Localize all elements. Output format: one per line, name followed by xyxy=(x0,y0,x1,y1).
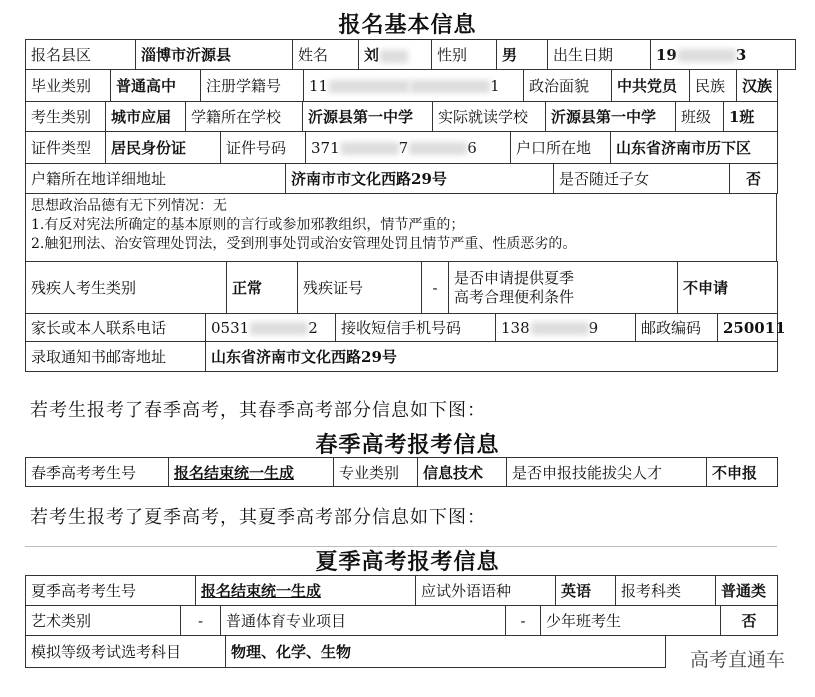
label-migrant-child: 是否随迁子女 xyxy=(554,164,730,194)
value-name: 刘 xyxy=(359,40,432,70)
value-migrant-child: 否 xyxy=(730,164,778,194)
basic-row-3 xyxy=(25,101,778,132)
value-elective-subjects: 物理、化学、生物 xyxy=(226,636,666,668)
basic-info-title: 报名基本信息 xyxy=(338,12,477,38)
label-art-category: 艺术类别 xyxy=(26,606,181,636)
spring-table xyxy=(25,457,778,487)
value-ethnicity: 汉族 xyxy=(737,70,778,102)
value-political-status: 中共党员 xyxy=(612,70,690,102)
label-name: 姓名 xyxy=(293,40,359,70)
watermark-text: 高考直通车 xyxy=(689,649,785,671)
table-row xyxy=(26,40,796,70)
basic-row-7 xyxy=(25,261,778,314)
redacted-mask xyxy=(531,322,589,335)
label-political-status: 政治面貌 xyxy=(524,70,612,102)
value-id-number: 371 7 6 xyxy=(306,132,511,164)
redacted-mask xyxy=(250,322,308,335)
label-foreign-language: 应试外语语种 xyxy=(416,576,556,606)
politics-line-1: 思想政治品德有无下列情况：无 xyxy=(31,198,227,214)
value-household-address: 济南市市文化西路29号 xyxy=(286,164,554,194)
label-household-address: 户籍所在地详细地址 xyxy=(26,164,286,194)
label-household: 户口所在地 xyxy=(511,132,611,164)
value-class: 1班 xyxy=(724,102,778,132)
label-summer-exam-no: 夏季高考考生号 xyxy=(26,576,196,606)
value-disability-type: 正常 xyxy=(227,262,298,314)
value-spring-exam-no: 报名结束统一生成 xyxy=(169,458,334,487)
label-student-id: 注册学籍号 xyxy=(201,70,304,102)
label-postal-code: 邮政编码 xyxy=(636,314,718,342)
value-household: 山东省济南市历下区 xyxy=(611,132,778,164)
redacted-mask xyxy=(409,142,467,155)
value-top-talent: 不申报 xyxy=(707,458,778,487)
label-id-number: 证件号码 xyxy=(221,132,306,164)
label-actual-school: 实际就读学校 xyxy=(433,102,546,132)
politics-statement xyxy=(26,194,777,262)
value-contact-phone: 0531 2 xyxy=(206,314,336,342)
value-summer-exam-no: 报名结束统一生成 xyxy=(196,576,416,606)
value-sms-phone: 138 9 xyxy=(496,314,636,342)
summer-table-row-3 xyxy=(25,635,666,668)
basic-row-4 xyxy=(25,131,778,164)
summer-title: 夏季高考报考信息 xyxy=(315,549,500,575)
value-foreign-language: 英语 xyxy=(556,576,616,606)
value-registered-school: 沂源县第一中学 xyxy=(303,102,433,132)
summer-table-row-1 xyxy=(25,575,778,606)
label-disability-type: 残疾人考生类别 xyxy=(26,262,227,314)
table-row xyxy=(26,458,778,487)
value-actual-school: 沂源县第一中学 xyxy=(546,102,676,132)
politics-line-3: 2.触犯刑法、治安管理处罚法，受到刑事处罚或治安管理处罚且情节严重、性质恶劣的。 xyxy=(31,236,577,252)
label-contact-phone: 家长或本人联系电话 xyxy=(26,314,206,342)
basic-row-8 xyxy=(25,313,786,342)
redacted-mask xyxy=(329,80,409,93)
value-subject-category: 普通类 xyxy=(716,576,778,606)
value-pe-program: - xyxy=(506,606,541,636)
value-id-type: 居民身份证 xyxy=(106,132,221,164)
label-sms-phone: 接收短信手机号码 xyxy=(336,314,496,342)
label-ethnicity: 民族 xyxy=(690,70,737,102)
value-student-id: 11 1 xyxy=(304,70,524,102)
label-birth-date: 出生日期 xyxy=(548,40,651,70)
value-county: 淄博市沂源县 xyxy=(136,40,293,70)
basic-row-9 xyxy=(25,341,778,372)
basic-row-2 xyxy=(25,69,778,102)
label-subject-category: 报考科类 xyxy=(616,576,716,606)
redacted-mask xyxy=(380,50,408,63)
value-birth-date: 19 3 xyxy=(651,40,796,70)
label-gender: 性别 xyxy=(432,40,497,70)
value-gender: 男 xyxy=(497,40,548,70)
summer-intro: 若考生报考了夏季高考，其夏季高考部分信息如下图： xyxy=(30,507,486,528)
label-disability-cert: 残疾证号 xyxy=(298,262,422,314)
label-class: 班级 xyxy=(676,102,724,132)
value-mailing-address: 山东省济南市文化西路29号 xyxy=(206,342,778,372)
label-major-category: 专业类别 xyxy=(334,458,418,487)
label-accommodation: 是否申请提供夏季 高考合理便利条件 xyxy=(449,262,678,314)
basic-row-politics xyxy=(25,193,777,262)
label-registered-school: 学籍所在学校 xyxy=(186,102,303,132)
label-top-talent: 是否申报技能拔尖人才 xyxy=(507,458,707,487)
label-spring-exam-no: 春季高考考生号 xyxy=(26,458,169,487)
label-mailing-address: 录取通知书邮寄地址 xyxy=(26,342,206,372)
basic-row-5 xyxy=(25,163,778,194)
value-art-category: - xyxy=(181,606,221,636)
value-postal-code: 250011 xyxy=(718,314,778,342)
redacted-mask xyxy=(410,80,490,93)
label-graduation-type: 毕业类别 xyxy=(26,70,111,102)
spring-title: 春季高考报考信息 xyxy=(315,432,500,458)
value-disability-cert: - xyxy=(422,262,449,314)
redacted-mask xyxy=(678,49,736,62)
spring-intro: 若考生报考了春季高考，其春季高考部分信息如下图： xyxy=(30,400,486,421)
label-candidate-type: 考生类别 xyxy=(26,102,106,132)
value-youth-class: 否 xyxy=(721,606,778,636)
basic-info-table xyxy=(25,39,796,70)
value-major-category: 信息技术 xyxy=(418,458,507,487)
summer-table-row-2 xyxy=(25,605,778,636)
value-graduation-type: 普通高中 xyxy=(111,70,201,102)
value-accommodation: 不申请 xyxy=(678,262,778,314)
label-elective-subjects: 模拟等级考试选考科目 xyxy=(26,636,226,668)
label-pe-program: 普通体育专业项目 xyxy=(221,606,506,636)
label-youth-class: 少年班考生 xyxy=(541,606,721,636)
politics-line-2: 1.有反对宪法所确定的基本原则的言行或参加邪教组织，情节严重的； xyxy=(31,217,465,233)
label-id-type: 证件类型 xyxy=(26,132,106,164)
value-candidate-type: 城市应届 xyxy=(106,102,186,132)
label-county: 报名县区 xyxy=(26,40,136,70)
redacted-mask xyxy=(341,142,399,155)
